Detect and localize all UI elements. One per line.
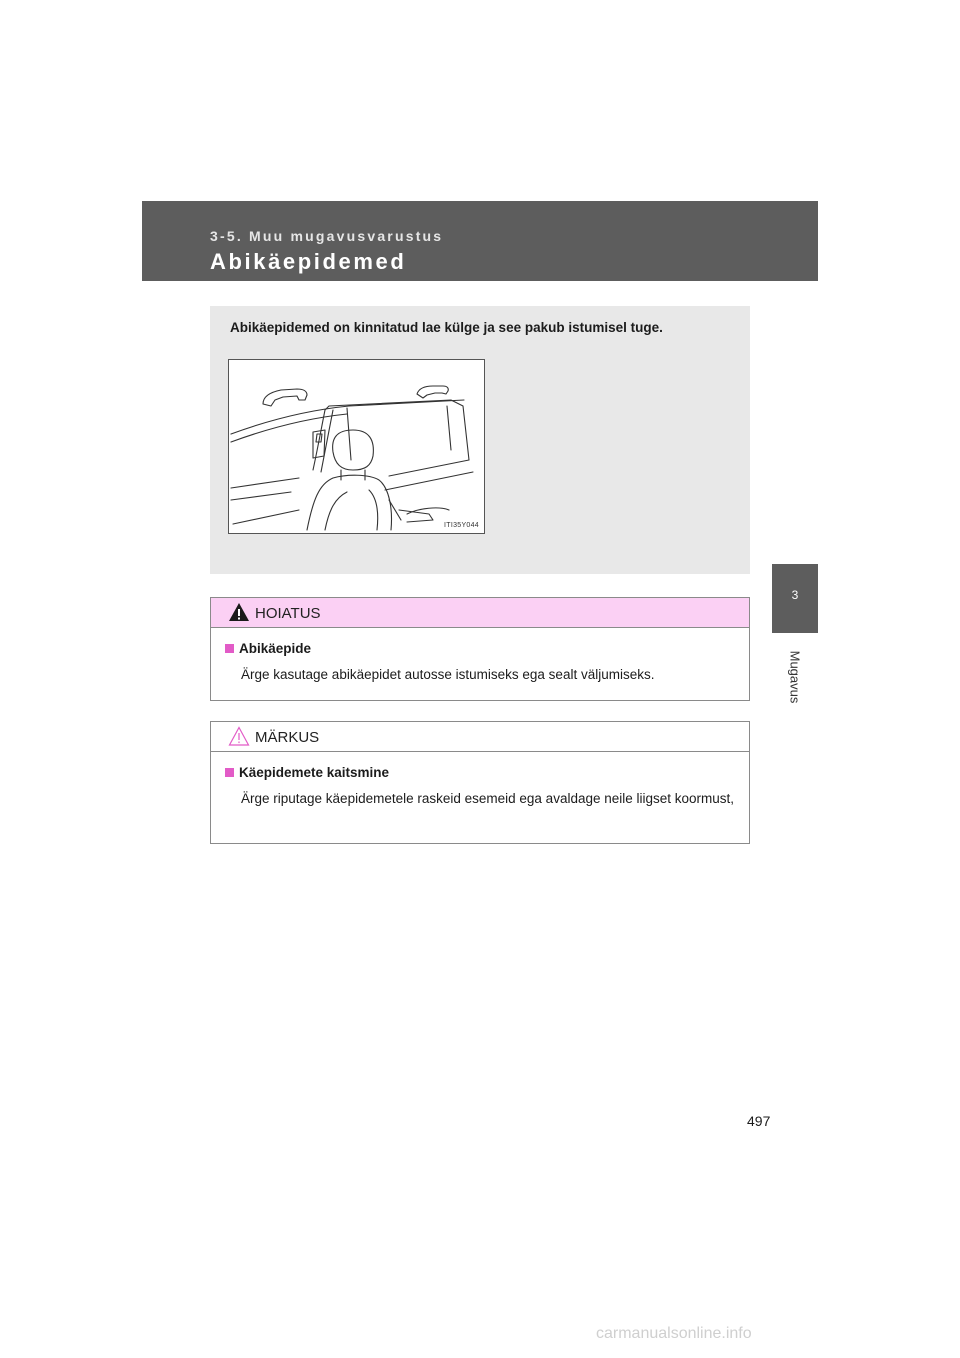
intro-panel: [210, 306, 750, 574]
warning-item-title-text: Abikäepide: [239, 641, 312, 656]
caution-item-title-text: Käepidemete kaitsmine: [239, 765, 390, 780]
chapter-side-label-text: Mugavus: [787, 650, 803, 704]
chapter-tab-number: 3: [791, 588, 799, 602]
chapter-header: [142, 201, 818, 281]
car-interior-drawing: [229, 360, 484, 533]
warning-box: [210, 597, 750, 701]
warning-label: HOIATUS: [255, 605, 321, 622]
chapter-tab[interactable]: [772, 564, 818, 633]
illustration-code: ITI35Y044: [444, 522, 479, 529]
caution-header: [211, 722, 749, 752]
intro-text: Abikäepidemed on kinnitatud lae külge ja see pakub istumisel tuge.: [230, 320, 663, 335]
assist-grip-illustration: [228, 359, 485, 534]
warning-header: [211, 598, 749, 628]
bullet-square-icon: [225, 768, 234, 777]
caution-label: MÄRKUS: [255, 729, 320, 746]
section-label: 3-5. Muu mugavusvarustus: [210, 228, 444, 244]
page-title: Abikäepidemed: [210, 249, 407, 274]
caution-item-title: [225, 765, 389, 780]
chapter-side-label: [772, 642, 818, 712]
caution-triangle-icon: [228, 726, 250, 746]
watermark[interactable]: carmanualsonline.info: [596, 1325, 752, 1342]
warning-item-title: [225, 641, 311, 656]
caution-box: [210, 721, 750, 844]
page-number: 497: [747, 1113, 771, 1129]
caution-item-body: Ärge riputage käepidemetele raskeid esemeid ega avaldage neile liigset koormust,: [241, 791, 735, 806]
bullet-square-icon: [225, 644, 234, 653]
warning-triangle-icon: [228, 602, 250, 622]
warning-item-body: Ärge kasutage abikäepidet autosse istumiseks ega sealt väljumiseks.: [241, 667, 655, 682]
